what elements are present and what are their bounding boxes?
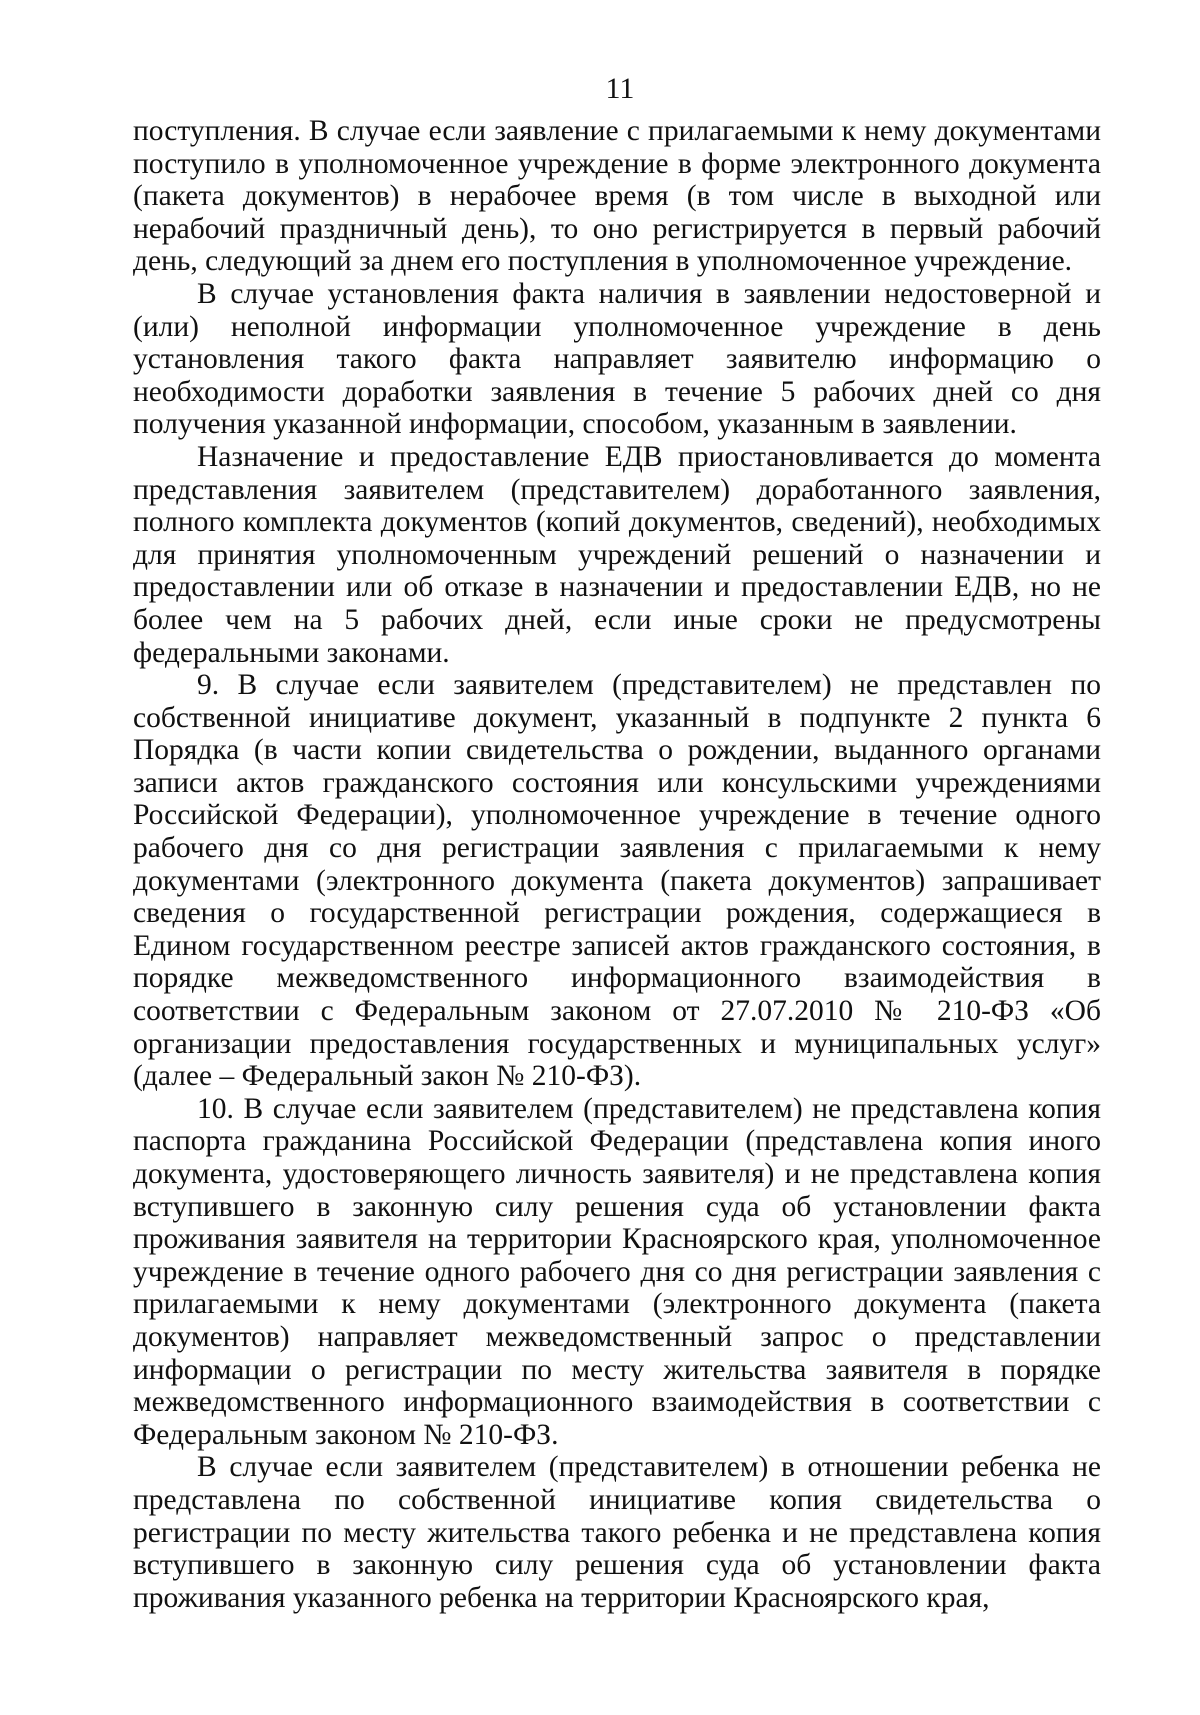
paragraph-item-9: 9. В случае если заявителем (представителем) не представлен по собственной инициативе документ, указанный в подпункте 2 пункта 6 Порядка (в части копии свидетельства о рождении, выданного органами записи актов гражданского состояния или консульскими учреждениями Российской Федерации), уполномоченное учреждение в течение одного рабочего дня со дня регистрации заявления с прилагаемыми к нему документами (электронного документа (пакета документов) запрашивает сведения о государственной регистрации рождения, содержащиеся в Едином государственном реестре записей актов гражданского состояния, в порядке межведомственного информационного взаимодействия в соответствии с Федеральным законом от 27.07.2010 № 210-ФЗ «Об организации предоставления государственных и муниципальных услуг» (далее – Федеральный закон № 210-ФЗ). — [133, 669, 1101, 1093]
paragraph-continuation: поступления. В случае если заявление с прилагаемыми к нему документами поступило в уполномоченное учреждение в форме электронного документа (пакета документов) в нерабочее время (в том числе в выходной или нерабочий праздничный день), то оно регистрируется в первый рабочий день, следующий за днем его поступления в уполномоченное учреждение. — [133, 115, 1101, 278]
paragraph-suspension: Назначение и предоставление ЕДВ приостановливается до момента представления заявителем (представителем) доработанного заявления, полного комплекта документов (копий документов, сведений), необходимых для принятия уполномоченным учреждений решений о назначении и предоставлении или об отказе в назначении и предоставлении ЕДВ, но не более чем на 5 рабочих дней, если иные сроки не предусмотрены федеральными законами. — [133, 440, 1101, 669]
paragraph-child-registration: В случае если заявителем (представителем) в отношении ребенка не представлена по собственной инициативе копия свидетельства о регистрации по месту жительства такого ребенка и не представлена копия вступившего в законную силу решения суда об установлении факта проживания указанного ребенка на территории Красноярского края, — [133, 1451, 1101, 1614]
document-body — [133, 115, 1101, 1614]
paragraph-item-10: 10. В случае если заявителем (представителем) не представлена копия паспорта гражданина Российской Федерации (представлена копия иного документа, удостоверяющего личность заявителя) и не представлена копия вступившего в законную силу решения суда об установлении факта проживания заявителя на территории Красноярского края, уполномоченное учреждение в течение одного рабочего дня со дня регистрации заявления с прилагаемыми к нему документами (электронного документа (пакета документов) направляет межведомственный запрос о представлении информации о регистрации по месту жительства заявителя в порядке межведомственного информационного взаимодействия в соответствии с Федеральным законом № 210-ФЗ. — [133, 1092, 1101, 1451]
paragraph-false-information: В случае установления факта наличия в заявлении недостоверной и (или) неполной информации уполномоченное учреждение в день установления такого факта направляет заявителю информацию о необходимости доработки заявления в течение 5 рабочих дней со дня получения указанной информации, способом, указанным в заявлении. — [133, 277, 1101, 441]
page-number: 11 — [605, 72, 635, 105]
